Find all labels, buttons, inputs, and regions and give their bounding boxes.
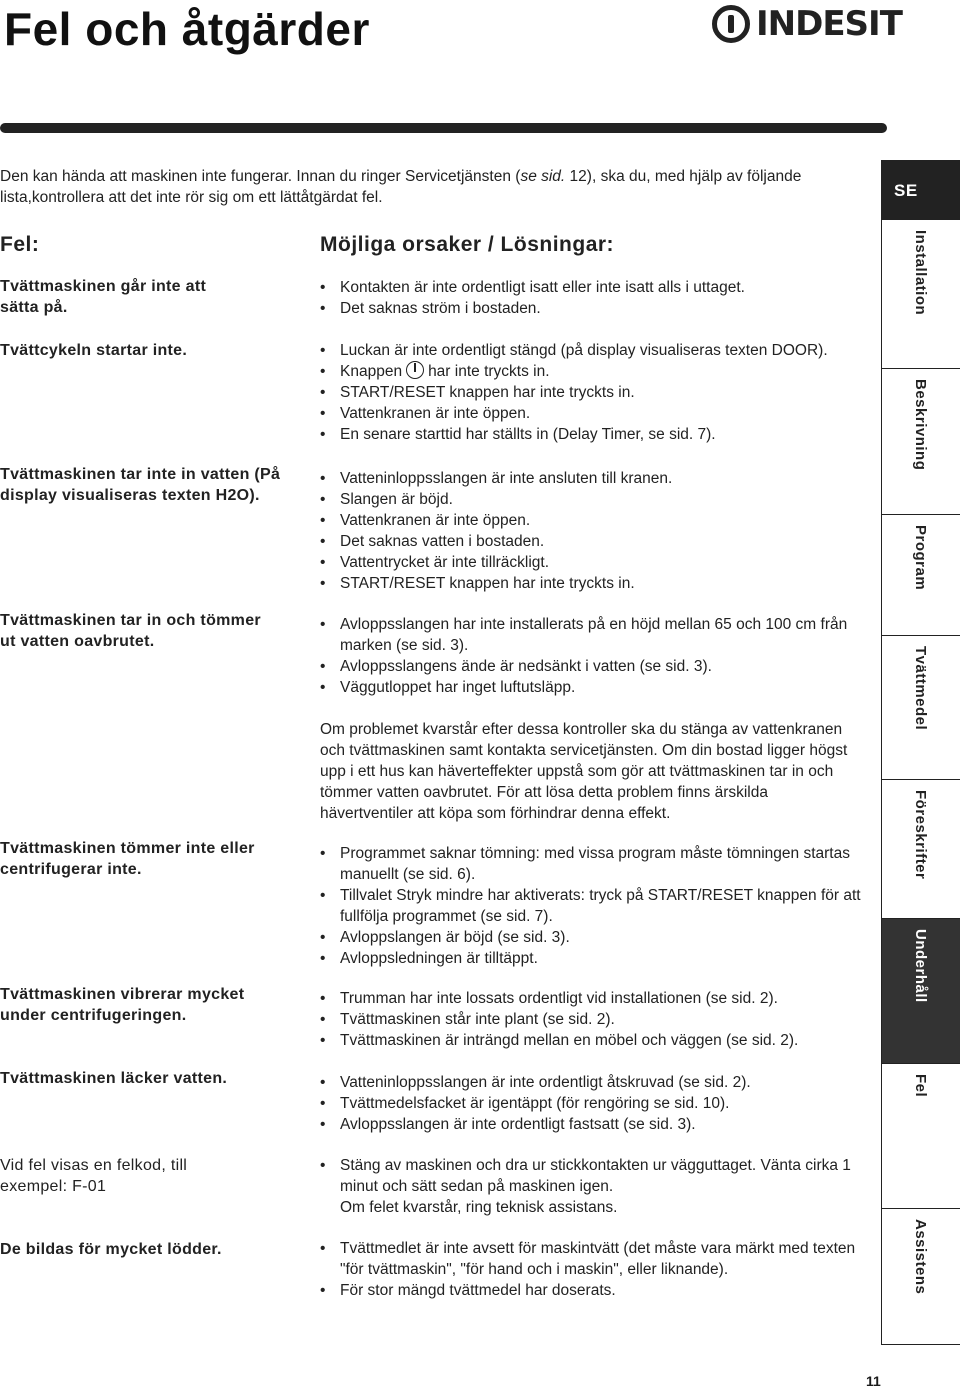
sidebar-tab-assistens[interactable]: Assistens [882,1209,960,1345]
solution-8: • Stäng av maskinen och dra ur stickkontakten ur vägguttaget. Vänta cirka 1 minut och sätt sedan på maskinen igen. Om felet kvarstår, ring teknisk assistans. [320,1155,865,1218]
list-item: • För stor mängd tvättmedel har doserats. [320,1280,865,1301]
list-item: • Trumman har inte lossats ordentligt vid installationen (se sid. 2). [320,988,865,1009]
list-item: • Slangen är böjd. [320,489,865,510]
problem-2: Tvättcykeln startar inte. [0,342,188,359]
sidebar-tab-se[interactable]: SE [882,160,960,220]
sidebar-tab-fel[interactable]: Fel [882,1064,960,1209]
intro-text: Den kan hända att maskinen inte fungerar. Innan du ringer Servicetjänsten (se sid. 12), ska du, med hjälp av följande lista,kontrollera att det inte rör sig om ett lättåtgärdat fel. [0,168,802,206]
list-item: • Tvättmaskinen är inträngd mellan en möbel och väggen (se sid. 2). [320,1030,865,1051]
header-rule [0,123,887,133]
power-icon [406,361,424,379]
list-item: • Vattenkranen är inte öppen. [320,510,865,531]
problem-3: Tvättmaskinen tar inte in vatten (På display visualiseras texten H2O). [0,466,281,504]
sidebar-tab-tvattmedel[interactable]: Tvättmedel [882,636,960,780]
problem-1: Tvättmaskinen går inte att sätta på. [0,278,207,316]
list-item: • Vatteninloppsslangen är inte ansluten till kranen. [320,468,865,489]
problem-8: Vid fel visas en felkod, till exempel: F-01 [0,1157,188,1195]
solution-2 [320,340,865,445]
problem-column-heading: Fel: [0,233,40,256]
list-item: • START/RESET knappen har inte tryckts in. [320,382,865,403]
solution-5 [320,843,865,969]
sidebar-tab-program[interactable]: Program [882,515,960,636]
solution-1 [320,277,865,319]
problem-6: Tvättmaskinen vibrerar mycket under centrifugeringen. [0,986,245,1024]
list-item: • Avloppslangen är böjd (se sid. 3). [320,927,865,948]
list-item: • Vatteninloppsslangen är inte ordentligt åtskruvad (se sid. 2). [320,1072,865,1093]
list-item: • Avloppsslangen är inte ordentligt fastsatt (se sid. 3). [320,1114,865,1135]
list-item: • Vattenkranen är inte öppen. [320,403,865,424]
problem-4: Tvättmaskinen tar in och tömmer ut vatten oavbrutet. [0,612,261,650]
brand-name: INDESIT [756,4,902,44]
list-item: • START/RESET knappen har inte tryckts in. [320,573,865,594]
indesit-logo-icon [712,5,750,43]
list-item: • Luckan är inte ordentligt stängd (på display visualiseras texten DOOR). [320,340,865,361]
list-item: • Avloppsslangens ände är nedsänkt i vatten (se sid. 3). [320,656,865,677]
sidebar-tab-installation[interactable]: Installation [882,220,960,369]
list-item: • Knappen har inte tryckts in. [320,361,865,382]
problem-7: Tvättmaskinen läcker vatten. [0,1070,228,1087]
list-item: • Väggutloppet har inget luftutsläpp. [320,677,865,698]
list-item: • Tvättmaskinen står inte plant (se sid. 2). [320,1009,865,1030]
solution-6 [320,988,865,1051]
solution-7 [320,1072,865,1135]
list-item: • Kontakten är inte ordentligt isatt eller inte isatt alls i uttaget. [320,277,865,298]
page-number: 11 [866,1373,881,1389]
solution-4 [320,614,865,698]
section-sidebar [881,160,960,1345]
list-item: • Programmet saknar tömning: med vissa program måste tömningen startas manuellt (se sid. 6). [320,843,865,885]
solution-9 [320,1238,865,1301]
list-item: • Avloppsledningen är tilltäppt. [320,948,865,969]
list-item: • Tvättmedlet är inte avsett för maskintvätt (det måste vara märkt med texten "för tvättmaskin", "för hand och i maskin", eller liknande). [320,1238,865,1280]
list-item: • En senare starttid har ställts in (Delay Timer, se sid. 7). [320,424,865,445]
page-title: Fel och åtgärder [4,3,370,55]
solution-3 [320,468,865,594]
problem-9: De bildas för mycket lödder. [0,1241,222,1258]
solution-4-note: Om problemet kvarstår efter dessa kontroller ska du stänga av vattenkranen och tvättmaskinen samt kontakta servicetjänsten. Om din bostad ligger högst upp i ett hus kan häverteffekter uppstå som gör att tvättmaskinen tar in och tömmer vatten oavbrutet. För att lösa detta problem finns ärskilda hävertventiler att köpa som förhindrar denna effekt. [320,721,848,822]
brand-logo [712,2,902,46]
list-item: • Stäng av maskinen och dra ur stickkontakten ur vägguttaget. Vänta cirka 1 minut och sätt sedan på maskinen igen. [320,1155,865,1197]
problem-5: Tvättmaskinen tömmer inte eller centrifugerar inte. [0,840,255,878]
sidebar-tab-foreskrifter[interactable]: Föreskrifter [882,780,960,919]
list-item: • Tillvalet Stryk mindre har aktiverats: tryck på START/RESET knappen för att fullfölja programmet (se sid. 7). [320,885,865,927]
solution-column-heading: Möjliga orsaker / Lösningar: [320,233,615,256]
list-item: • Vattentrycket är inte tillräckligt. [320,552,865,573]
list-item: • Det saknas ström i bostaden. [320,298,865,319]
list-item: • Tvättmedelsfacket är igentäppt (för rengöring se sid. 10). [320,1093,865,1114]
sidebar-tab-beskrivning[interactable]: Beskrivning [882,369,960,515]
sidebar-tab-underhall[interactable]: Underhåll [882,919,960,1064]
list-item: • Det saknas vatten i bostaden. [320,531,865,552]
list-item: • Avloppsslangen har inte installerats på en höjd mellan 65 och 100 cm från marken (se sid. 3). [320,614,865,656]
